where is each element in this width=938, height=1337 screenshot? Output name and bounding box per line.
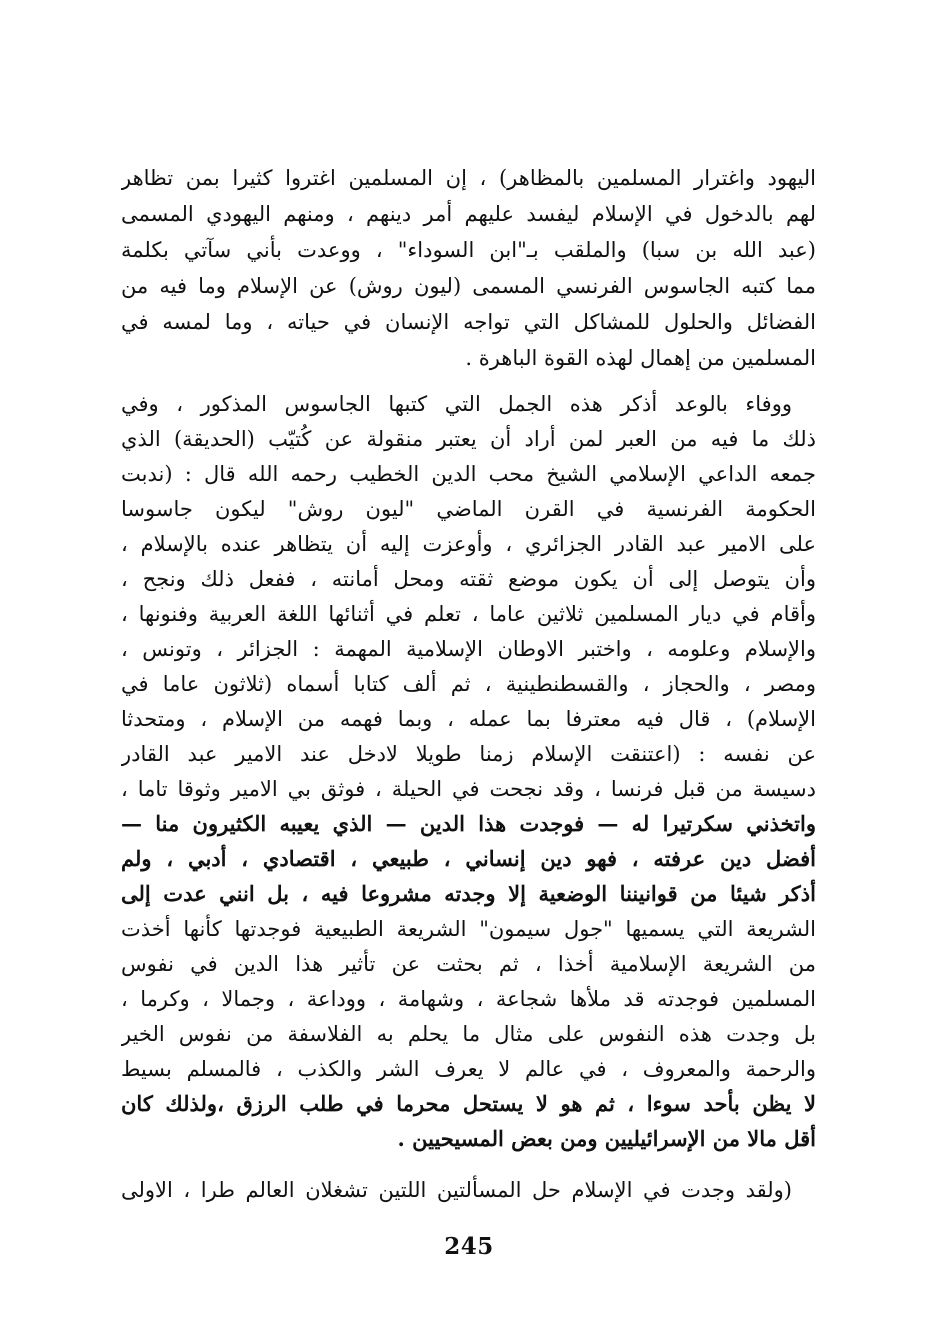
- text-line: الإسلام) ، قال فيه معترفا بما عمله ، وبما فهمه من الإسلام ، ومتحدثا: [121, 707, 816, 731]
- text-line: (ولقد وجدت في الإسلام حل المسألتين اللتين تشغلان العالم طرا ، الاولى: [121, 1178, 792, 1202]
- text-line: مما كتبه الجاسوس الفرنسي المسمى (ليون روش) عن الإسلام وما فيه من: [121, 274, 816, 298]
- text-line: ذلك ما فيه من العبر لمن أراد أن يعتبر منقولة عن كُتيّب (الحديقة) الذي: [121, 427, 816, 451]
- text-line: أفضل دين عرفته ، فهو دين إنساني ، طبيعي ، اقتصادي ، أدبي ، ولم: [121, 846, 816, 871]
- text-line: ومصر ، والحجاز ، والقسطنطينية ، ثم ألف كتابا أسماه (ثلاثون عاما في: [121, 672, 816, 696]
- text-line: أذكر شيئا من قوانيننا الوضعية إلا وجدته مشروعا فيه ، بل انني عدت إلى: [121, 881, 816, 906]
- text-line: على الامير عبد القادر الجزائري ، وأوعزت إليه أن يتظاهر عنده بالإسلام ،: [121, 532, 816, 556]
- text-line: لهم بالدخول في الإسلام ليفسد عليهم أمر دينهم ، ومنهم اليهودي المسمى: [121, 202, 816, 226]
- text-line: من الشريعة الإسلامية أخذا ، ثم بحثت عن تأثير هذا الدين في نفوس: [121, 952, 816, 976]
- text-line: المسلمين فوجدته قد ملأها شجاعة ، وشهامة ، ووداعة ، وجمالا ، وكرما ،: [121, 987, 816, 1011]
- text-line: أقل مالا من الإسرائيليين ومن بعض المسيحيين .: [397, 1126, 816, 1151]
- page-number: 245: [444, 1233, 494, 1260]
- text-line: واتخذني سكرتيرا له — فوجدت هذا الدين — الذي يعيبه الكثيرون منا —: [121, 811, 816, 836]
- text-line: ووفاء بالوعد أذكر هذه الجمل التي كتبها الجاسوس المذكور ، وفي: [121, 392, 792, 416]
- text-line: اليهود واغترار المسلمين بالمظاهر) ، إن المسلمين اغتروا كثيرا بمن تظاهر: [121, 166, 816, 190]
- text-line: الفضائل والحلول للمشاكل التي تواجه الإنسان في حياته ، وما لمسه في: [121, 310, 816, 334]
- text-line: والرحمة والمعروف ، في عالم لا يعرف الشر والكذب ، فالمسلم بسيط: [121, 1057, 816, 1081]
- text-line: وأن يتوصل إلى أن يكون موضع ثقته ومحل أمانته ، ففعل ذلك ونجح ،: [121, 567, 816, 591]
- text-line: المسلمين من إهمال لهذه القوة الباهرة .: [465, 346, 816, 370]
- text-line: الحكومة الفرنسية في القرن الماضي "ليون روش" ليكون جاسوسا: [121, 497, 816, 521]
- text-line: لا يظن بأحد سوءا ، ثم هو لا يستحل محرما في طلب الرزق ،ولذلك كان: [121, 1091, 816, 1116]
- text-line: عن نفسه : (اعتنقت الإسلام زمنا طويلا لادخل عند الامير عبد القادر: [121, 742, 816, 766]
- text-line: دسيسة من قبل فرنسا ، وقد نجحت في الحيلة ، فوثق بي الامير وثوقا تاما ،: [121, 777, 816, 801]
- text-line: وأقام في ديار المسلمين ثلاثين عاما ، تعلم في أثنائها اللغة العربية وفنونها ،: [121, 602, 816, 626]
- text-line: والإسلام وعلومه ، واختبر الاوطان الإسلامية المهمة : الجزائر ، وتونس ،: [121, 637, 816, 661]
- text-line: (عبد الله بن سبا) والملقب بـ"ابن السوداء" ، ووعدت بأني سآتي بكلمة: [121, 238, 816, 262]
- text-line: بل وجدت هذه النفوس على مثال ما يحلم به الفلاسفة من نفوس الخير: [121, 1022, 816, 1046]
- text-line: جمعه الداعي الإسلامي الشيخ محب الدين الخطيب رحمه الله قال : (ندبت: [121, 462, 816, 486]
- text-line: الشريعة التي يسميها "جول سيمون" الشريعة الطبيعية فوجدتها كأنها أخذت: [121, 917, 816, 941]
